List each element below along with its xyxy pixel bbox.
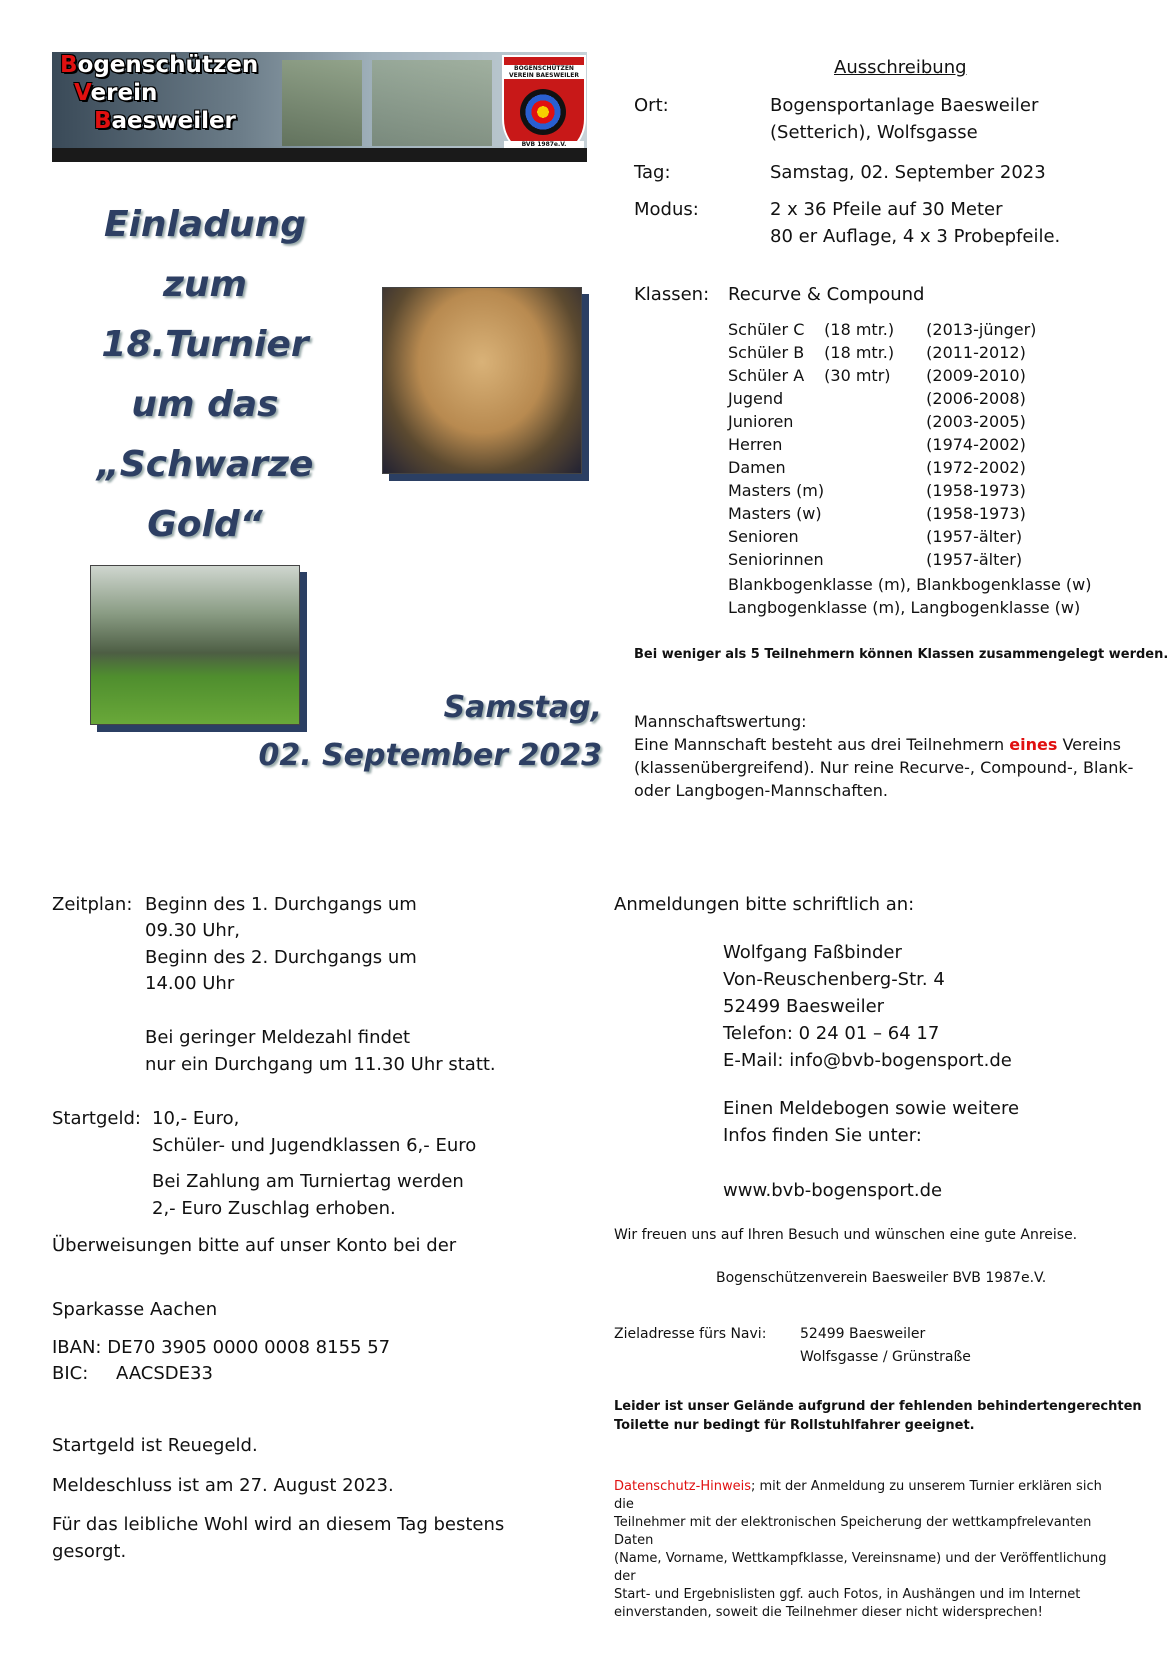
reuegeld-note: Startgeld ist Reuegeld. [52,1435,258,1456]
banner-photo [282,60,362,146]
form-info-line: Infos finden Sie unter: [723,1125,922,1146]
zeitplan-line: 14.00 Uhr [145,973,235,994]
date-line2: 02. September 2023 [258,738,602,773]
privacy-line: Start- und Ergebnislisten ggf. auch Fotos, in Aushängen und im Internet [614,1587,1081,1602]
class-row [728,343,1036,366]
ort-value: Bogensportanlage Baesweiler [770,95,1039,116]
invitation-line: Einladung [104,204,306,245]
bic-value: AACSDE33 [116,1363,213,1384]
startgeld-line: Schüler- und Jugendklassen 6,- Euro [152,1135,477,1156]
class-distance [824,504,926,527]
invitation-line: „Schwarze [96,444,314,485]
iban: IBAN: DE70 3905 0000 0008 8155 57 [52,1337,391,1358]
team-text: oder Langbogen-Mannschaften. [634,781,888,800]
class-distance: (30 mtr) [824,366,891,385]
class-years: (2003-2005) [926,412,1026,431]
logo-line: Bogenschützen [60,52,259,78]
navi-line: Wolfsgasse / Grünstraße [800,1349,971,1365]
class-distance: (18 mtr.) [824,320,895,339]
greeting: Wir freuen uns auf Ihren Besuch und wünschen eine gute Anreise. [614,1227,1078,1243]
invitation-line: 18.Turnier [101,324,309,365]
contact-email[interactable]: E-Mail: info@bvb-bogensport.de [723,1050,1012,1071]
class-distance [824,458,926,481]
transfer-note: Überweisungen bitte auf unser Konto bei der [52,1235,457,1256]
navi-label: Zieladresse fürs Navi: [614,1326,767,1342]
catering-line: gesorgt. [52,1541,127,1562]
blank-class-line: Blankbogenklasse (m), Blankbogenklasse (w) [728,575,1092,594]
privacy-line: einverstanden, soweit die Teilnehmer dieser nicht widersprechen! [614,1605,1043,1620]
class-years: (2013-jünger) [926,320,1037,339]
class-row [728,366,1036,389]
class-name: Herren [728,435,783,454]
modus-label: Modus: [634,199,699,220]
class-distance [824,527,926,550]
trophy-photo [382,287,582,474]
geringer-line: Bei geringer Meldezahl findet [145,1027,411,1048]
startgeld-line: 10,- Euro, [152,1108,240,1129]
class-row [728,320,1036,343]
modus-value: 2 x 36 Pfeile auf 30 Meter [770,199,1003,220]
website-link[interactable]: www.bvb-bogensport.de [723,1180,943,1201]
class-years: (1958-1973) [926,504,1026,523]
invitation-line: Gold“ [147,504,263,545]
class-row [728,458,1036,481]
accessibility-line: Toilette nur bedingt für Rollstuhlfahrer geeignet. [614,1418,975,1433]
modus-value: 80 er Auflage, 4 x 3 Probepfeile. [770,226,1061,247]
klassen-value: Recurve & Compound [728,284,925,305]
class-row [728,527,1036,550]
logo-line: Verein [74,80,158,106]
zuschlag-line: Bei Zahlung am Turniertag werden [152,1171,464,1192]
privacy-line: Teilnehmer mit der elektronischen Speicherung der wettkampfrelevanten Daten [614,1515,1092,1548]
zeitplan-line: Beginn des 1. Durchgangs um [145,894,417,915]
class-name: Senioren [728,527,799,546]
class-row [728,412,1036,435]
class-name: Damen [728,458,786,477]
class-years: (1957-älter) [926,550,1023,569]
zeitplan-line: 09.30 Uhr, [145,920,240,941]
club-crest [502,55,586,159]
club-banner [52,52,587,162]
startgeld-label: Startgeld: [52,1108,141,1129]
class-years: (1958-1973) [926,481,1026,500]
class-name: Masters (m) [728,481,825,500]
privacy-line: (Name, Vorname, Wettkampfklasse, Vereinsname) und der Veröffentlichung der [614,1551,1107,1584]
zeitplan-label: Zeitplan: [52,894,133,915]
class-distance [824,412,926,435]
form-info-line: Einen Meldebogen sowie weitere [723,1098,1020,1119]
crest-text: BOGENSCHÜTZEN VEREIN BAESWEILER [504,65,584,79]
long-class-line: Langbogenklasse (m), Langbogenklasse (w) [728,598,1081,617]
zuschlag-line: 2,- Euro Zuschlag erhoben. [152,1198,396,1219]
class-table [728,320,1036,573]
bank-name: Sparkasse Aachen [52,1299,218,1320]
club-name: Bogenschützenverein Baesweiler BVB 1987e.V. [716,1270,1047,1286]
class-distance [824,389,926,412]
class-row [728,435,1036,458]
class-distance [824,550,926,573]
class-name: Seniorinnen [728,550,824,569]
klassen-label: Klassen: [634,284,710,305]
banner-photo [372,60,492,146]
navi-line: 52499 Baesweiler [800,1326,926,1342]
contact-street: Von-Reuschenberg-Str. 4 [723,969,945,990]
ausschreibung-heading: Ausschreibung [834,57,967,78]
registration-heading: Anmeldungen bitte schriftlich an: [614,894,915,915]
invitation-line: zum [162,264,248,305]
bic-label: BIC: [52,1363,89,1384]
class-row [728,550,1036,573]
team-text: (klassenübergreifend). Nur reine Recurve-, Compound-, Blank- [634,758,1134,777]
tag-value: Samstag, 02. September 2023 [770,162,1046,183]
logo-line: Baesweiler [94,108,236,134]
class-name: Junioren [728,412,794,431]
target-icon [520,89,566,135]
zeitplan-line: Beginn des 2. Durchgangs um [145,947,417,968]
class-distance [824,481,926,504]
class-name: Masters (w) [728,504,822,523]
class-years: (1957-älter) [926,527,1023,546]
accessibility-line: Leider ist unser Gelände aufgrund der fehlenden behindertengerechten [614,1399,1142,1414]
merge-note: Bei weniger als 5 Teilnehmern können Klassen zusammengelegt werden. [634,647,1169,662]
ort-value: (Setterich), Wolfsgasse [770,122,978,143]
class-years: (2009-2010) [926,366,1026,385]
contact-city: 52499 Baesweiler [723,996,885,1017]
class-years: (1974-2002) [926,435,1026,454]
date-line1: Samstag, [443,690,602,725]
invitation-title [60,195,350,555]
privacy-label: Datenschutz-Hinweis [614,1479,751,1494]
class-years: (2011-2012) [926,343,1026,362]
ort-label: Ort: [634,95,669,116]
privacy-notice: Datenschutz-Hinweis; mit der Anmeldung zu unserem Turnier erklären sich die Teilnehmer mit der elektronischen Speicherung der wettkampfrelevanten Daten (Name, Vorname, Wettkampfklasse, Vereinsname) und der Veröffentlichung der Start- und Ergebnislisten ggf. auch Fotos, in Aushängen und im Internet einverstanden, soweit die Teilnehmer dieser nicht widersprechen! [614,1478,1116,1622]
class-row [728,389,1036,412]
class-name: Jugend [728,389,784,408]
banner-strip [52,148,587,162]
catering-line: Für das leibliche Wohl wird an diesem Tag bestens [52,1514,505,1535]
class-row [728,481,1036,504]
crest-year: BVB 1987e.V. [504,141,584,148]
tag-label: Tag: [634,162,671,183]
class-distance: (18 mtr.) [824,343,895,362]
contact-name: Wolfgang Faßbinder [723,942,902,963]
team-heading: Mannschaftswertung: [634,712,807,731]
invitation-line: um das [131,384,279,425]
class-years: (1972-2002) [926,458,1026,477]
team-text: Eine Mannschaft besteht aus drei Teilnehmern eines Vereins [634,735,1121,754]
class-distance [824,435,926,458]
contact-phone: Telefon: 0 24 01 – 64 17 [723,1023,940,1044]
class-name: Schüler C [728,320,805,339]
deadline: Meldeschluss ist am 27. August 2023. [52,1475,394,1496]
class-years: (2006-2008) [926,389,1026,408]
class-name: Schüler B [728,343,805,362]
class-row [728,504,1036,527]
class-name: Schüler A [728,366,805,385]
geringer-line: nur ein Durchgang um 11.30 Uhr statt. [145,1054,496,1075]
